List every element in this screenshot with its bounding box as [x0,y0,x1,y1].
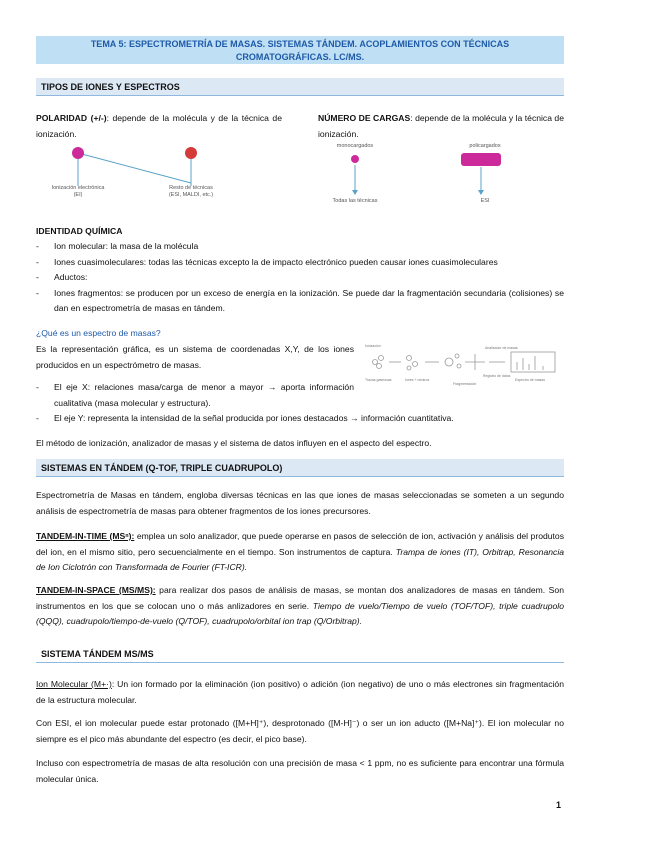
polycharged-ion-icon [461,153,501,166]
ion-molecular-text: : Un ion formado por la eliminación (ion positivo) o adición (ion negativo) de uno o más electrones sin fragmentación de la estructura molecular. [36,679,564,705]
fig2-mono-label: monocargados [336,143,374,149]
fig1-right-label: Resto de técnicas (ESI, MALDI, etc.) [168,185,214,198]
esi-paragraph: Con ESI, el ion molecular puede estar protonado ([M+H]⁺), desprotonado ([M-H]⁻) o ser un ion aducto ([M+Na]⁺). El ion molecular no siempre es el pico más abundante del espectro (es decir, el pico base). [36,718,564,744]
tandem-in-space-term: TANDEM-IN-SPACE (MS/MS): [36,585,156,595]
poly-arrow-icon [478,190,484,195]
identity-item: - Ion molecular: la masa de la molécula [36,239,564,255]
polarity-paragraph [36,111,282,142]
charges-text: : depende de la molécula y la técnica de ionización. [318,113,564,139]
polarity-figure [36,140,276,210]
fig3-label-ions: Iones + neutros [405,378,430,382]
monocharged-ion-icon [351,155,359,163]
tandem-in-time-examples: Trampa de iones (IT), Orbitrap, Resonancia de Ion Ciclotrón con Transformada de Fourier (FT-ICR). [36,546,565,572]
identity-heading: IDENTIDAD QUÍMICA [36,226,123,236]
identity-item: - Iones fragmentos: se producen por un exceso de energía en la ionización. Se puede dar la fragmentación secundaria (colisiones) se dan en espectrometría de masas en tándem. [36,286,564,317]
fig3-label-ionization: Ionización [365,344,381,348]
fig3-label-fragmentation: Fragmentación [453,382,477,386]
charges-term: NÚMERO DE CARGAS [318,113,411,123]
axis-list [36,380,564,427]
negative-ion-icon [185,147,197,159]
title-line-1: TEMA 5: ESPECTROMETRÍA DE MASAS. SISTEMAS TÁNDEM. ACOPLAMIENTOS CON TÉCNICAS [90,39,510,49]
spectrum-definition: Es la representación gráfica, es un sistema de coordenadas X,Y, de los iones producidos en un espectrómetro de masas. [36,344,354,370]
document-title [36,36,564,64]
tandem-in-space-examples: Tiempo de vuelo/Tiempo de vuelo (TOF/TOF), triple cuadrupolo (QQQ), cuadrupolo/tiempo-de-vuelo (Q/TOF), cuadrupolo/orbital ion trap (Q/Orbitrap). [36,600,564,626]
tandem-intro: Espectrometría de Masas en tándem, engloba diversas técnicas en las que iones de masas seleccionadas se someten a un segundo análisis de espectrometría de masas para obtener fragmentos de los iones precursores. [36,490,564,516]
identity-list [36,239,564,317]
spectrum-question: ¿Qué es un espectro de masas? [36,328,161,338]
fig2-poly-label: policargados [469,143,501,149]
fig3-label-analyzer: Analizador de masas [485,346,518,350]
title-line-2: CROMATOGRÁFICAS. LC/MS. [235,52,365,62]
charges-figure [325,140,540,210]
method-paragraph: El método de ionización, analizador de masas y el sistema de datos influyen en el aspecto del espectro. [36,438,432,448]
polarity-arrow-line [78,153,191,183]
fig3-label-gas: Trazas gaseosas [365,378,392,382]
high-resolution-paragraph: Incluso con espectrometría de masas de alta resolución con una precisión de masa < 1 ppm, no es suficiente para encontrar una fórmula molecular única. [36,758,564,784]
section-heading-tandem: SISTEMAS EN TÁNDEM (Q-TOF, TRIPLE CUADRUPOLO) [36,459,564,477]
ion-molecular-term: Ion Molecular (M+·) [36,679,112,689]
identity-item: - Aductos: [36,270,564,286]
ion-molecular-paragraph [36,677,564,708]
axis-item-x: - El eje X: relaciones masa/carga de menor a mayor → aporta información cualitativa (masa molecular y estructura). [36,380,354,411]
fig2-all-label: Todas las técnicas [332,198,378,204]
fig3-label-record: Registro de datos [483,374,511,378]
tandem-in-space-text: para realizar dos pasos de análisis de masas, se montan dos analizadores de masas en tándem. Son instrumentos en los que se colocan uno o más anlizadores en serie. [36,585,564,611]
fig3-label-spectrum: Espectro de masas [515,378,545,382]
section-heading-msms: SISTEMA TÁNDEM MS/MS [36,645,564,663]
fig2-esi-label: ESI [480,198,490,204]
page-number: 1 [556,800,562,810]
polarity-text: : depende de la molécula y de la técnica de ionización. [36,113,282,139]
polarity-term: POLARIDAD (+/-) [36,113,107,123]
charges-paragraph [318,111,564,142]
mono-arrow-icon [352,190,358,195]
tandem-in-time-text: emplea un solo analizador, que puede operarse en pasos de selección de ion, activación y análisis del produtos del ion, en el mismo sitio, pero secuencialmente en el tiempo. Son instrumentos de captura. [36,531,564,557]
axis-item-y: - El eje Y: representa la intensidad de la señal producida por iones destacados → información cuantitativa. [36,411,564,427]
section-heading-ion-types: TIPOS DE IONES Y ESPECTROS [36,78,564,96]
tandem-in-time-paragraph [36,529,564,576]
tandem-in-time-term: TANDEM-IN-TIME (MSⁿ): [36,531,135,541]
tandem-in-space-paragraph [36,583,564,630]
polarity-diagram [36,140,276,210]
fig1-left-label: Ionización electrónica (EI) [51,185,105,198]
positive-ion-icon [72,147,84,159]
identity-item: - Iones cuasimoleculares: todas las técnicas excepto la de impacto electrónico pueden causar iones cuasimoleculares [36,255,564,271]
